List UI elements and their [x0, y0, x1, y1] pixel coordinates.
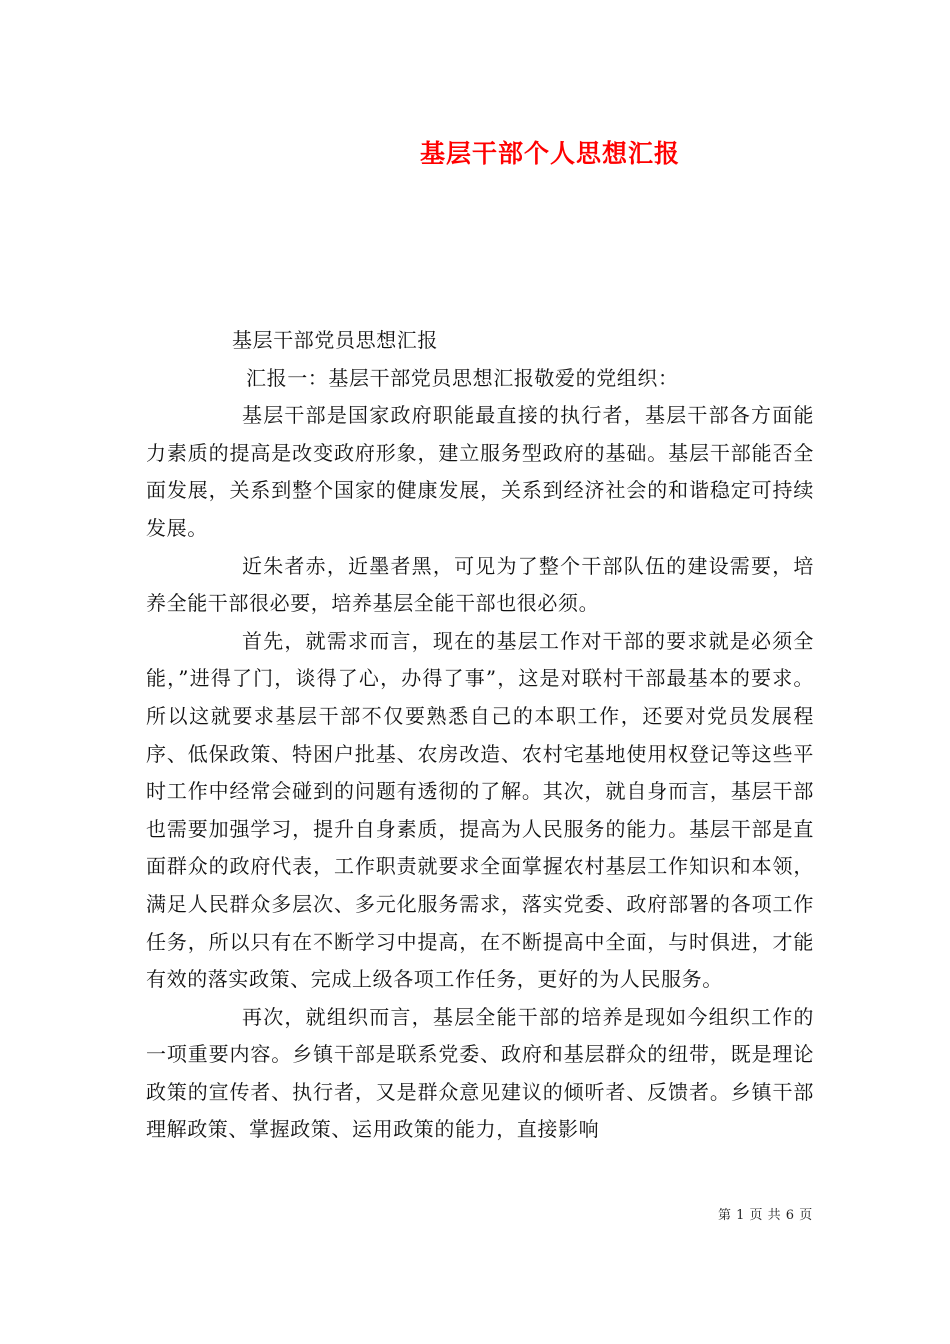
paragraph-4: 再次，就组织而言，基层全能干部的培养是现如今组织工作的一项重要内容。乡镇干部是联系党委、政府和基层群众的纽带，既是理论政策的宣传者、执行者，又是群众意见建议的倾听者、反馈者。乡镇干部理解政策、掌握政策、运用政策的能力，直接影响	[146, 1004, 814, 1142]
report-heading: 汇报一：基层干部党员思想汇报敬爱的党组织：	[246, 365, 679, 390]
document-title: 基层干部个人思想汇报	[419, 139, 680, 168]
paragraph-3: 首先，就需求而言，现在的基层工作对干部的要求就是必须全能，”进得了门，谈得了心，办得了事”，这是对联村干部最基本的要求。所以这就要求基层干部不仅要熟悉自己的本职工作，还要对党员发展程序、低保政策、特困户批基、农房改造、农村宅基地使用权登记等这些平时工作中经常会碰到的问题有透彻的了解。其次，就自身而言，基层干部也需要加强学习，提升自身素质，提高为人民服务的能力。基层干部是直面群众的政府代表，工作职责就要求全面掌握农村基层工作知识和本领，满足人民群众多层次、多元化服务需求，落实党委、政府部署的各项工作任务，所以只有在不断学习中提高，在不断提高中全面，与时俱进，才能有效的落实政策、完成上级各项工作任务，更好的为人民服务。	[146, 628, 814, 992]
paragraph-2: 近朱者赤，近墨者黑，可见为了整个干部队伍的建设需要，培养全能干部很必要，培养基层全能干部也很必须。	[146, 553, 814, 616]
paragraph-1: 基层干部是国家政府职能最直接的执行者，基层干部各方面能力素质的提高是改变政府形象，建立服务型政府的基础。基层干部能否全面发展，关系到整个国家的健康发展，关系到经济社会的和谐稳定可持续发展。	[146, 403, 814, 540]
document-body	[146, 322, 814, 1149]
page-number: 第 1 页 共 6 页	[718, 1208, 813, 1223]
document-subtitle: 基层干部党员思想汇报	[232, 328, 438, 352]
